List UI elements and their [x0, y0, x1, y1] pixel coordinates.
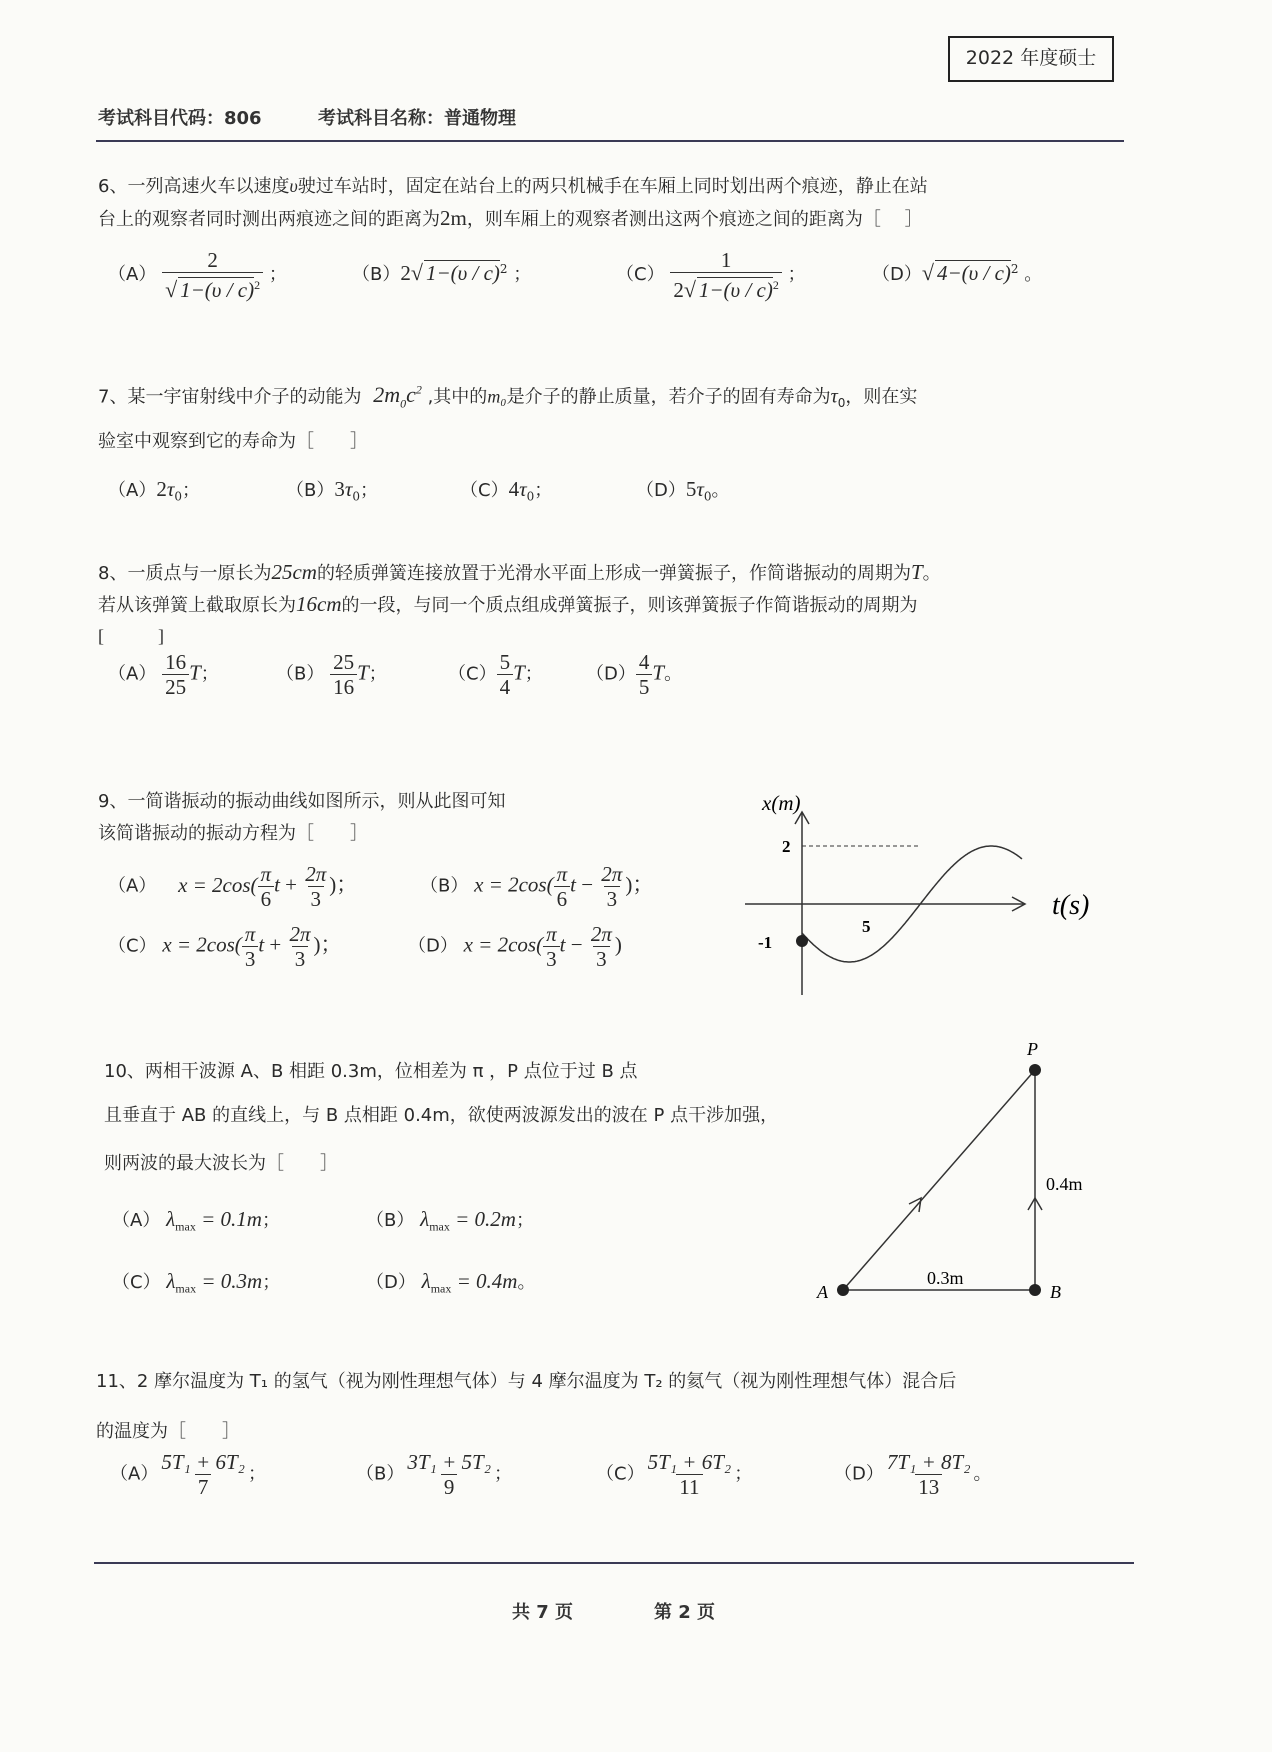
q10-option-a[interactable]: [112, 1206, 280, 1235]
q8-T: T: [910, 560, 923, 584]
denominator: 3: [604, 886, 621, 911]
sign: +: [279, 872, 303, 897]
numerator: 2: [207, 248, 218, 272]
lhs: x = 2cos(: [162, 932, 242, 957]
lhs: x = 2cos(: [463, 932, 544, 957]
q10-line3: 则两波的最大波长为［ ］: [104, 1153, 338, 1174]
tick-neg1: -1: [758, 933, 773, 952]
option-end: ；: [513, 264, 532, 285]
coef: 2: [156, 477, 167, 501]
q7-text-c: 是介子的静止质量，若介子的固有寿命为: [506, 386, 831, 408]
coef: 5: [685, 477, 697, 501]
label-bp-length: 0.4m: [1046, 1174, 1083, 1194]
q11-option-c[interactable]: [596, 1450, 752, 1499]
point-a-dot: [837, 1284, 849, 1296]
ke-c: c: [406, 382, 416, 408]
q8-text-b: 的轻质弹簧连接放置于光滑水平面上形成一弹簧振子，作简谐振动的周期为: [316, 563, 911, 584]
sign: −: [565, 932, 588, 957]
q8-text: 8、一质点与一原长为: [98, 563, 272, 584]
page-current: 第 2 页: [654, 1602, 716, 1623]
tau-sub: 0: [837, 395, 846, 410]
header-divider: [96, 140, 1124, 142]
q6-line2: [98, 206, 923, 232]
sub: max: [175, 1219, 196, 1234]
ap-arrow: [909, 1198, 921, 1212]
q8-option-c[interactable]: （C） $\frac{5}{4}$ T；: [448, 650, 543, 699]
q6-text: 6、一列高速火车以速度: [98, 176, 290, 197]
q10-option-d[interactable]: [366, 1268, 535, 1297]
option-end: 。: [517, 1272, 536, 1293]
option-label: （C）: [108, 935, 157, 957]
denominator: 9: [441, 1474, 458, 1499]
label-a: A: [817, 1282, 828, 1302]
denominator: 1−(υ / c): [180, 278, 255, 302]
numerator: 2π: [590, 922, 612, 946]
subject-name: 考试科目名称：普通物理: [318, 108, 516, 129]
option-end: ): [614, 932, 622, 957]
option-label: （A）: [112, 1210, 161, 1231]
option-end: ；: [360, 480, 379, 501]
numerator: π: [556, 862, 568, 886]
page-total: 共 7 页: [512, 1602, 574, 1623]
option-label: （C）: [112, 1272, 161, 1293]
q9-line2: 该简谐振动的振动方程为［ ］: [98, 823, 368, 844]
y-axis-label: x(m): [762, 791, 801, 815]
sign: −: [575, 872, 599, 897]
q8-option-d[interactable]: （D） $\frac{4}{5}$ T。: [586, 650, 683, 699]
lambda: λ: [421, 1269, 431, 1293]
ke-sub: 0: [400, 396, 407, 411]
value: = 0.4m: [451, 1269, 518, 1293]
option-label: （A）: [108, 875, 157, 897]
q6-line1: [98, 174, 928, 199]
numerator: 2π: [601, 862, 623, 886]
subject-code: 考试科目代码：806: [98, 108, 262, 129]
option-end: ；: [200, 663, 219, 685]
option-end: ；: [182, 480, 200, 501]
m0: m₀: [487, 386, 507, 407]
q7-option-a[interactable]: $(A)2\tau_0$；: [108, 477, 200, 504]
option-label: （D）: [636, 480, 686, 501]
option-label: （B）: [276, 663, 325, 685]
initial-point: [796, 935, 808, 947]
vibration-graph: [740, 780, 1120, 1005]
q8-option-a[interactable]: （A） $\frac{16}{25}$ T；: [108, 650, 219, 699]
numerator: 5T₁ + 6T₂: [647, 1450, 732, 1474]
q6-option-d[interactable]: （D）√ 4−(υ / c)$^2$ 。: [872, 260, 1043, 285]
option-end: ；: [515, 1210, 534, 1231]
option-label: （C）: [596, 1463, 645, 1485]
q6-option-a[interactable]: （A） $\frac{2}{√ 1-(\upsilon / c)^2}$ ；: [108, 248, 287, 302]
lhs: x = 2cos(: [474, 872, 554, 897]
lambda: λ: [166, 1269, 176, 1293]
option-label: （C）: [460, 480, 509, 501]
sub: max: [429, 1219, 450, 1234]
q10-option-b[interactable]: [366, 1206, 534, 1235]
coef: 2: [673, 278, 684, 302]
q7-option-d[interactable]: $(D)5\tau_0$。: [636, 477, 730, 504]
q6-option-b[interactable]: （B）2√ 1−(υ / c)$^2$ ；: [352, 260, 532, 285]
q11-line2: 的温度为［ ］: [96, 1421, 240, 1442]
denominator: 13: [915, 1474, 942, 1499]
q11-option-d[interactable]: [834, 1450, 992, 1499]
option-label: （D）: [408, 935, 458, 957]
option-end: ；: [247, 1463, 266, 1485]
denominator: 3: [593, 946, 610, 971]
exponent: 2: [254, 278, 261, 292]
radicand: 4−(υ / c): [936, 261, 1011, 285]
q11-option-a[interactable]: [110, 1450, 266, 1499]
denominator: 25: [162, 674, 189, 699]
option-label: （D）: [872, 264, 922, 285]
denominator: 11: [676, 1474, 702, 1499]
exponent: 2: [772, 278, 779, 292]
option-end: 。: [664, 663, 683, 685]
exponent: 2: [499, 262, 508, 276]
q6-text-c: 台上的观察者同时测出两痕迹之间的距离为: [98, 209, 440, 230]
option-end: 。: [711, 480, 730, 501]
denominator: 6: [258, 886, 275, 911]
denominator: 16: [330, 674, 357, 699]
t: t: [570, 872, 576, 897]
lhs: x = 2cos(: [178, 872, 258, 897]
numerator: π: [244, 922, 256, 946]
option-label: （B）: [356, 1463, 405, 1485]
q7-option-c[interactable]: $(C)4\tau_0$；: [460, 477, 553, 504]
footer-divider: [94, 1562, 1134, 1564]
label-p: P: [1027, 1039, 1038, 1059]
numerator: π: [546, 922, 557, 946]
year-badge: 2022 年度硕士: [948, 36, 1114, 82]
q8-line2: [98, 592, 918, 618]
q10-line2: 且垂直于 AB 的直线上，与 B 点相距 0.4m，欲使两波源发出的波在 P 点干涉加强，: [104, 1105, 779, 1126]
value: = 0.2m: [449, 1207, 516, 1231]
lambda: λ: [166, 1207, 176, 1231]
line-ap: [843, 1070, 1035, 1290]
q11-line1: 11、2 摩尔温度为 T₁ 的氢气（视为刚性理想气体）与 4 摩尔温度为 T₂ 的氦气（视为刚性理想气体）混合后: [96, 1371, 957, 1392]
denominator: 3: [543, 946, 560, 971]
value: = 0.3m: [196, 1269, 263, 1293]
numerator: 25: [333, 650, 355, 674]
q9-option-b[interactable]: [420, 862, 653, 911]
tau: τ: [830, 385, 838, 408]
tick-5: 5: [862, 917, 871, 936]
numerator: 5: [499, 650, 511, 674]
numerator: 5T₁ + 6T₂: [161, 1450, 245, 1474]
ke-sup: 2: [415, 383, 422, 397]
numerator: 7T₁ + 8T₂: [886, 1450, 971, 1474]
point-p-dot: [1029, 1064, 1041, 1076]
t: t: [559, 932, 566, 957]
q8-option-b[interactable]: （B） $\frac{25}{16}$ T；: [276, 650, 387, 699]
numerator: 2π: [289, 922, 311, 946]
q9-line1: 9、一简谐振动的振动曲线如图所示，则从此图可知: [98, 791, 506, 812]
label-b: B: [1050, 1282, 1061, 1302]
option-label: （B）: [420, 875, 469, 897]
option-end: 。: [1024, 264, 1043, 285]
numerator: π: [260, 862, 272, 886]
x-axis-label: t(s): [1052, 890, 1090, 921]
option-end: )；: [625, 872, 654, 897]
q11-option-b[interactable]: [356, 1450, 512, 1499]
q8-line1: [98, 560, 941, 586]
numerator: 3T₁ + 5T₂: [407, 1450, 491, 1474]
option-end: ；: [534, 480, 553, 501]
numerator: 2π: [305, 862, 327, 886]
q7-option-b[interactable]: $(B)3\tau_0$；: [286, 477, 379, 504]
denominator: 7: [195, 1474, 212, 1499]
exponent: 2: [1010, 262, 1019, 276]
coef: 3: [334, 477, 345, 501]
q8-line3: [ ]: [98, 626, 164, 646]
tick-2: 2: [782, 837, 791, 856]
wave-source-diagram: [800, 1030, 1100, 1320]
coef: 4: [508, 477, 520, 501]
q8-text-c: 。: [922, 563, 941, 584]
option-label: （B）: [352, 264, 401, 285]
q7-text-d: ，则在实: [845, 386, 918, 408]
option-label: （D）: [366, 1272, 416, 1293]
option-end: ；: [524, 663, 543, 685]
sub: max: [430, 1281, 452, 1296]
option-label: （B）: [286, 480, 335, 501]
q6-dist: 2m: [440, 206, 467, 230]
q6-text-d: ，则车厢上的观察者测出这两个痕迹之间的距离为［ ］: [466, 209, 923, 230]
q9-option-d[interactable]: [408, 922, 622, 971]
value: = 0.1m: [195, 1207, 262, 1231]
option-label: （A）: [108, 264, 157, 285]
q9-option-c[interactable]: [108, 922, 342, 971]
option-label: （A）: [108, 480, 157, 501]
q7-text-b: ,其中的: [427, 386, 488, 408]
option-label: （A）: [108, 663, 157, 685]
denominator: 6: [554, 886, 571, 911]
q8-text-e: 的一段，与同一个质点组成弹簧振子，则该弹簧振子作简谐振动的周期为: [341, 595, 918, 616]
q8-len1: 25cm: [271, 560, 317, 584]
denominator: 1−(υ / c): [698, 278, 773, 302]
option-end: ；: [261, 1210, 280, 1231]
sign: +: [264, 932, 287, 957]
option-end: ；: [787, 264, 806, 285]
q7-line1: [98, 378, 917, 416]
denominator: 3: [308, 886, 325, 911]
q7-text: 7、某一宇宙射线中介子的动能为: [98, 386, 362, 408]
option-end: ；: [494, 1463, 512, 1485]
q7-line2: 验室中观察到它的寿命为［ ］: [98, 431, 368, 452]
sub: max: [175, 1281, 197, 1296]
denominator: 3: [242, 946, 259, 971]
ke-mass: 2m: [373, 382, 401, 408]
point-b-dot: [1029, 1284, 1041, 1296]
q10-line1: 10、两相干波源 A、B 相距 0.3m，位相差为 π ，P 点位于过 B 点: [104, 1061, 638, 1082]
label-ab-length: 0.3m: [927, 1268, 964, 1288]
option-end: ；: [262, 1272, 281, 1293]
q6-option-c[interactable]: （C） $\frac{1}{2√ 1-(\upsilon / c)^2}$ ；: [616, 248, 806, 302]
option-label: （A）: [110, 1463, 159, 1485]
numerator: 4: [638, 650, 650, 674]
q9-option-a[interactable]: [108, 862, 357, 911]
option-end: ；: [268, 264, 287, 285]
option-label: （D）: [834, 1463, 884, 1485]
denominator: 5: [636, 674, 653, 699]
option-end: ；: [368, 663, 387, 685]
option-end: )；: [329, 872, 358, 897]
q6-text-b: 驶过车站时，固定在站台上的两只机械手在车厢上同时划出两个痕迹，静止在站: [297, 176, 928, 197]
q8-text-d: 若从该弹簧上截取原长为: [98, 595, 296, 616]
numerator: 16: [165, 650, 187, 674]
option-end: 。: [973, 1463, 992, 1485]
q8-len2: 16cm: [296, 592, 342, 616]
coef: 2: [400, 261, 411, 285]
lambda: λ: [420, 1207, 430, 1231]
option-label: （C）: [616, 264, 665, 285]
option-label: （D）: [586, 663, 636, 685]
q10-option-c[interactable]: [112, 1268, 280, 1297]
option-end: ；: [734, 1463, 753, 1485]
option-label: （B）: [366, 1210, 415, 1231]
option-end: )；: [313, 932, 342, 957]
q6-v: υ: [289, 176, 298, 196]
t: t: [258, 932, 265, 957]
option-label: （C）: [448, 663, 497, 685]
denominator: 3: [292, 946, 309, 971]
t: t: [274, 872, 280, 897]
radicand: 1−(υ / c): [425, 261, 500, 285]
numerator: 1: [720, 248, 732, 272]
denominator: 4: [497, 674, 514, 699]
